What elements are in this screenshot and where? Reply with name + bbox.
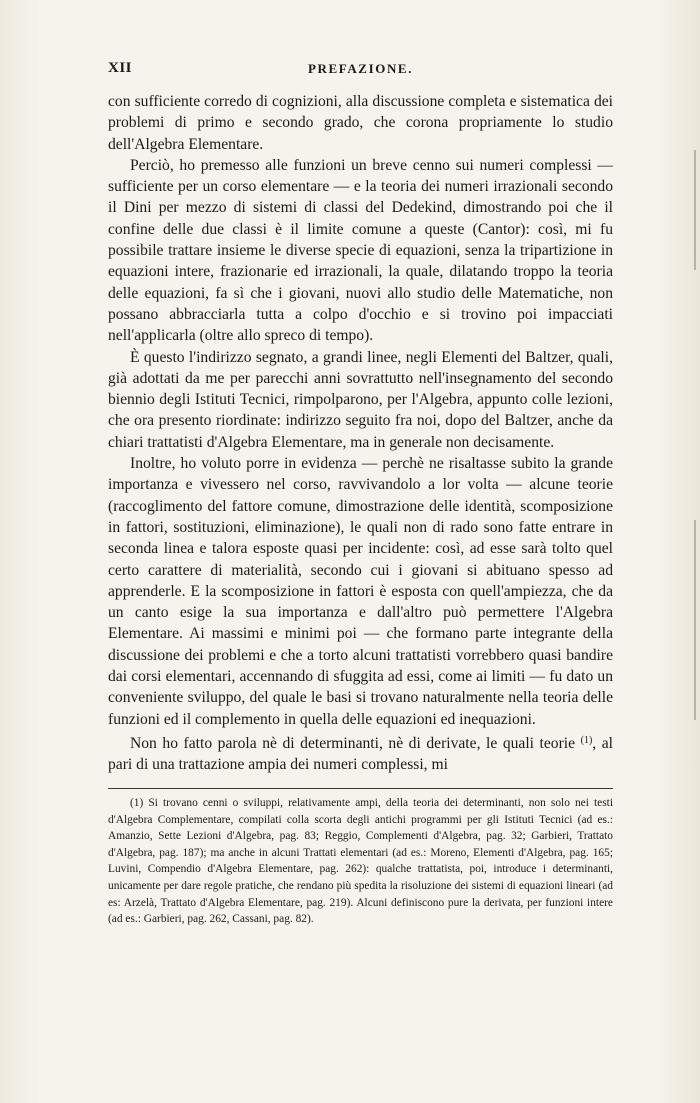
paragraph-text: Non ho fatto parola nè di determinanti, nè di derivate, le quali teorie xyxy=(130,734,581,752)
page-edge-shadow xyxy=(694,150,696,270)
footnote-divider xyxy=(108,788,613,789)
paragraph xyxy=(108,730,613,776)
body-text xyxy=(108,91,613,776)
paragraph: È questo l'indirizzo segnato, a grandi linee, negli Elementi del Baltzer, quali, già adottati da me per parecchi anni sovrattutto nell'insegnamento del secondo biennio degli Istituti Tecnici, rimpolparono, per l'Algebra, appunto colle lezioni, che ora presento riordinate: indirizzo seguito fra noi, dopo del Baltzer, anche da chiari trattatisti d'Algebra Elementare, ma in generale non decisamente. xyxy=(108,348,613,451)
footnote-reference[interactable]: (1) xyxy=(580,734,593,746)
running-title: PREFAZIONE. xyxy=(307,61,414,76)
footnote xyxy=(108,795,613,928)
paragraph: con sufficiente corredo di cognizioni, alla discussione completa e sistematica dei problemi di primo e secondo grado, che corona propriamente lo studio dell'Algebra Elementare. xyxy=(108,93,613,153)
page-number: XII xyxy=(108,60,133,76)
paragraph: Perciò, ho premesso alle funzioni un breve cenno sui numeri complessi — sufficiente per un corso elementare — e la teoria dei numeri irrazionali secondo il Dini per mezzo di sistemi di classi del Dedekind, dimostrando poi che il confine delle due classi è il limite comune a queste (Cantor): così, mi fu possibile trattare insieme le diverse specie di equazioni, senza la tripartizione in equazioni intere, frazionarie ed irrazionali, la quale, dilatando troppo la teoria delle equazioni, fa sì che i giovani, nuovi allo studio delle Matematiche, non possano abbracciarla tutta a colpo d'occhio e si trovino poi impacciati nell'applicarla (oltre allo spreco di tempo). xyxy=(108,156,613,345)
paragraph: Inoltre, ho voluto porre in evidenza — perchè ne risaltasse subito la grande importanza e vivessero nel corso, ravvivandolo a lor volta — alcune teorie (raccoglimento del fattore comune, dimostrazione delle identità, scomposizione in fattori, sostituzioni, eliminazione), le quali non di rado sono fatte entrare in seconda linea e talora esposte quasi per incidente: così, ad esse sarà tolto quel certo carattere di materialità, secondo cui i giovani si abituano spesso ad apprenderle. E la scomposizione in fattori è esposta con quell'ampiezza, che da un canto esige la sua importanza e dall'altro può permettere l'Algebra Elementare. Ai massimi e minimi poi — che formano parte integrante della discussione dei problemi e che a torto alcuni trattatisti vorrebbero quasi bandire dai corsi elementari, accennando di sfuggita ad essi, come ai limiti — fu dato un conveniente sviluppo, del quale le basi si trovano naturalmente nella teoria delle funzioni ed il complemento in quella delle equazioni ed inequazioni. xyxy=(108,455,613,728)
paragraph-text: , al pari di una trattazione ampia dei numeri complessi, mi xyxy=(108,734,613,774)
page-edge-shadow xyxy=(694,520,696,720)
page-header xyxy=(108,60,613,82)
footnote-text: (1) Si trovano cenni o sviluppi, relativamente ampi, della teoria dei determinanti, non solo nei testi d'Algebra Complementare, compilati colla scorta degli antichi programmi per gli Istituti Tecnici (ad es.: Amanzio, Sette Lezioni d'Algebra, pag. 83; Reggio, Complementi d'Algebra, pag. 32; Garbieri, Trattato d'Algebra, pag. 187); ma anche in alcuni Trattati elementari (ad es.: Moreno, Elementi d'Algebra, pag. 165; Luvini, Compendio d'Algebra Elementare, pag. 262): qualche trattatista, poi, introduce i determinanti, unicamente per dare regole pratiche, che rendano più spedita la risoluzione dei sistemi di equazioni lineari (ad es: Arzelà, Trattato d'Algebra Elementare, pag. 219). Alcuni definiscono pure la derivata, per funzioni intere (ad es.: Garbieri, pag. 262, Cassani, pag. 82). xyxy=(108,797,613,926)
